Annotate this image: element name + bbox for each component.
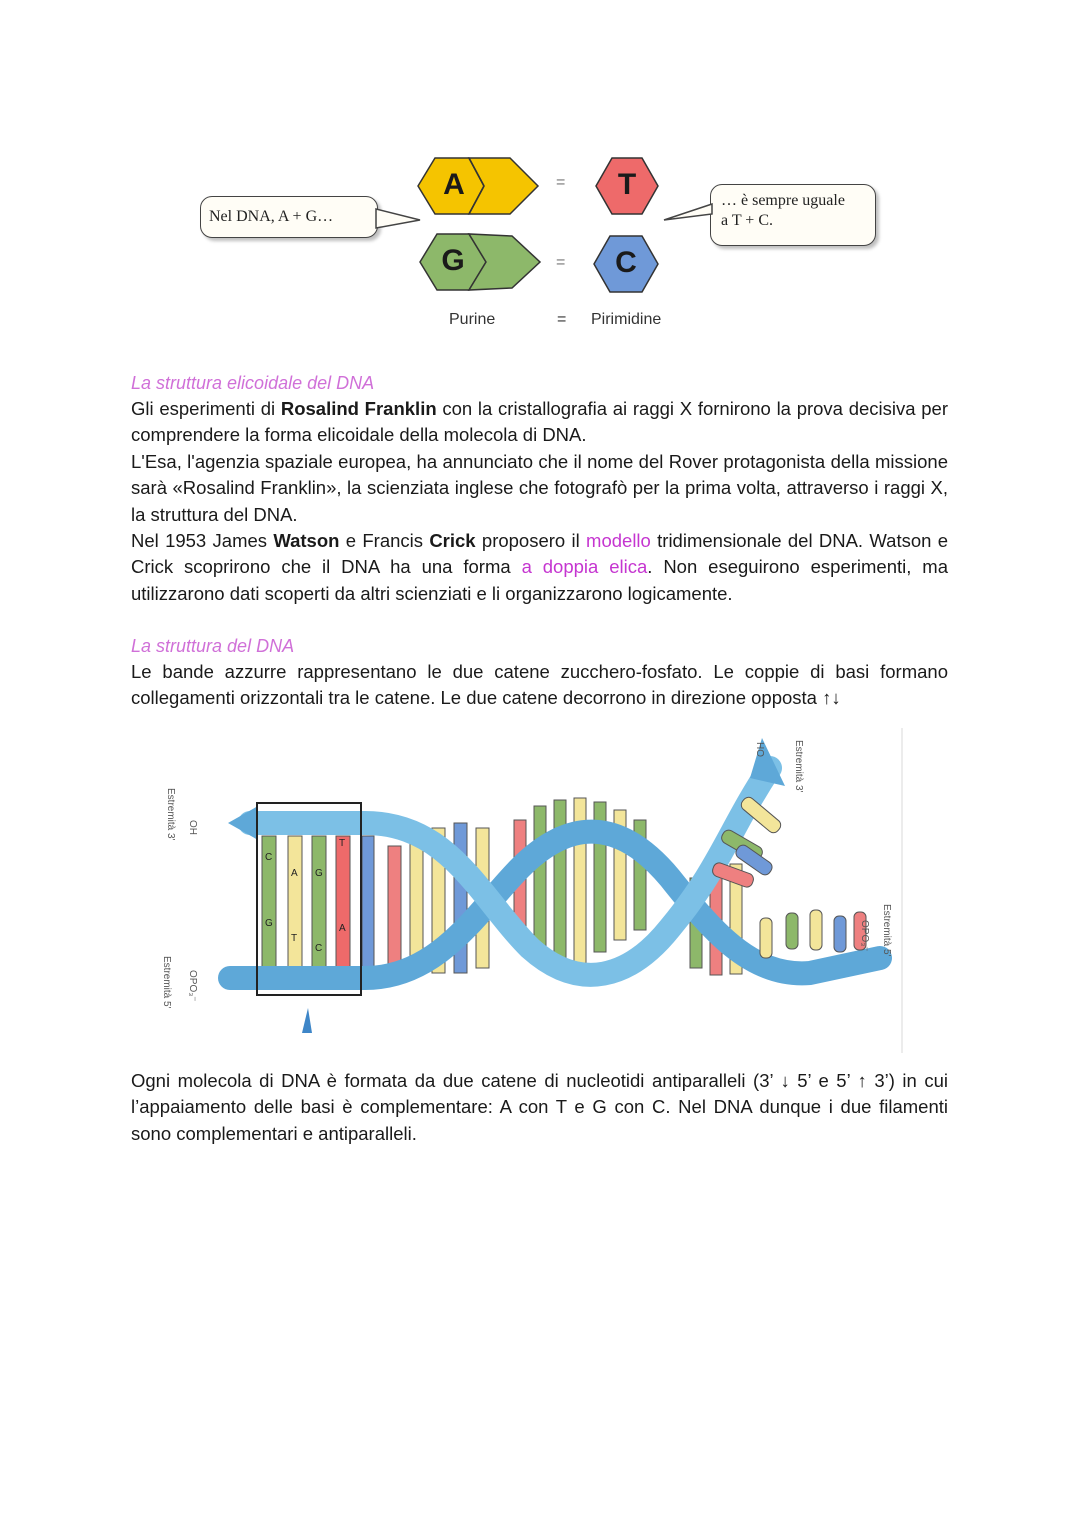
box-letter-7: C [315, 943, 323, 954]
p3-text-e: proposero il [475, 530, 587, 552]
label-right-5-end: Estremità 5' [881, 904, 892, 957]
label-left-3-end: Estremità 3' [165, 788, 176, 841]
speech-bubble-right-line1: … è sempre uguale [721, 192, 845, 209]
label-left-opo: OPO₃⁻ [187, 970, 198, 1002]
paragraph-structure: Le bande azzurre rappresentano le due catene zucchero-fosfato. Le coppie di basi formano collegamenti orizzontali tra le catene. Le due catene decorrono in direzione opposta ↑↓ [131, 661, 948, 709]
paragraph-helix [131, 396, 948, 607]
p2-text: L'Esa, l'agenzia spaziale europea, ha annunciato che il nome del Rover protagonista della missione sarà «Rosalind Franklin», la scienziata inglese che fotografò per la prima volta, attraverso i raggi X, la struttura del DNA. [131, 450, 948, 525]
equals-sign-top: = [556, 174, 566, 191]
box-letters-left [265, 846, 272, 870]
p3-modello-highlight: modello [586, 530, 651, 552]
box-letter-4: T [339, 838, 346, 849]
label-right-oh: OH [756, 742, 767, 757]
section-title-helix: La struttura elicoidale del DNA [131, 373, 375, 393]
strand-arrow-left [228, 806, 258, 840]
equals-sign-middle: = [556, 254, 566, 271]
base-c-letter: C [615, 246, 637, 279]
speech-bubble-left-text: Nel DNA, A + G… [209, 208, 334, 225]
label-left-5-end: Estremità 5' [161, 956, 172, 1009]
bubble-right-pointer [664, 204, 712, 220]
dna-helix-illustration [150, 728, 910, 1053]
label-left-oh: OH [187, 820, 198, 835]
box-letter-6: T [291, 933, 298, 944]
label-right-opo: OPO₃⁻ [859, 920, 870, 952]
label-right-3-end: Estremità 3' [793, 740, 804, 793]
label-purine: Purine [449, 311, 496, 328]
p3-crick: Crick [429, 530, 476, 552]
box-letter-5: G [265, 918, 273, 929]
section-title-structure: La struttura del DNA [131, 636, 295, 656]
base-shapes [0, 0, 1080, 340]
box-letter-3: G [315, 868, 323, 879]
box-letter-1: C [265, 852, 273, 863]
base-g-letter: G [441, 244, 465, 277]
box-letter-2: A [291, 868, 298, 879]
p3-doppia-elica-highlight: a doppia elica [521, 556, 648, 578]
p3-text-a: Nel 1953 James [131, 530, 274, 552]
p1-text-a: Gli esperimenti di [131, 398, 281, 419]
pointer-marker [302, 1008, 312, 1033]
p1-text-c: con la cristallografia ai raggi X fornirono la prova decisiva per comprendere la forma elicoidale della molecola di DNA. [131, 398, 948, 446]
purine-a-shape [418, 158, 538, 214]
label-pirimidine: Pirimidine [591, 311, 662, 328]
p3-text-i: . Non eseguirono esperimenti, ma utilizzarono dati scoperti da altri scienziati e li organizzarono logicamente. [131, 556, 948, 604]
base-a-letter: A [443, 168, 465, 201]
paragraph-antiparallel: Ogni molecola di DNA è formata da due catene di nucleotidi antiparalleli (3’ ↓ 5’ e 5’ ↑ 3’) in cui l’appaiamento delle basi è complementare: A con T e G con C. Nel DNA dunque i due filamenti sono complementari e antiparalleli. [131, 1070, 948, 1144]
box-letter-8: A [339, 923, 346, 934]
p3-text-g: tridimensionale del DNA. Watson e Crick scoprirono che il DNA ha una forma [131, 530, 948, 578]
p3-text-c: e Francis [339, 530, 430, 552]
p3-watson: Watson [273, 530, 340, 552]
equals-sign-bottom: = [557, 311, 567, 328]
p1-franklin: Rosalind Franklin [280, 398, 437, 419]
base-t-letter: T [617, 168, 637, 201]
bubble-left-pointer [376, 209, 420, 228]
speech-bubble-right-line2: a T + C. [721, 212, 773, 229]
